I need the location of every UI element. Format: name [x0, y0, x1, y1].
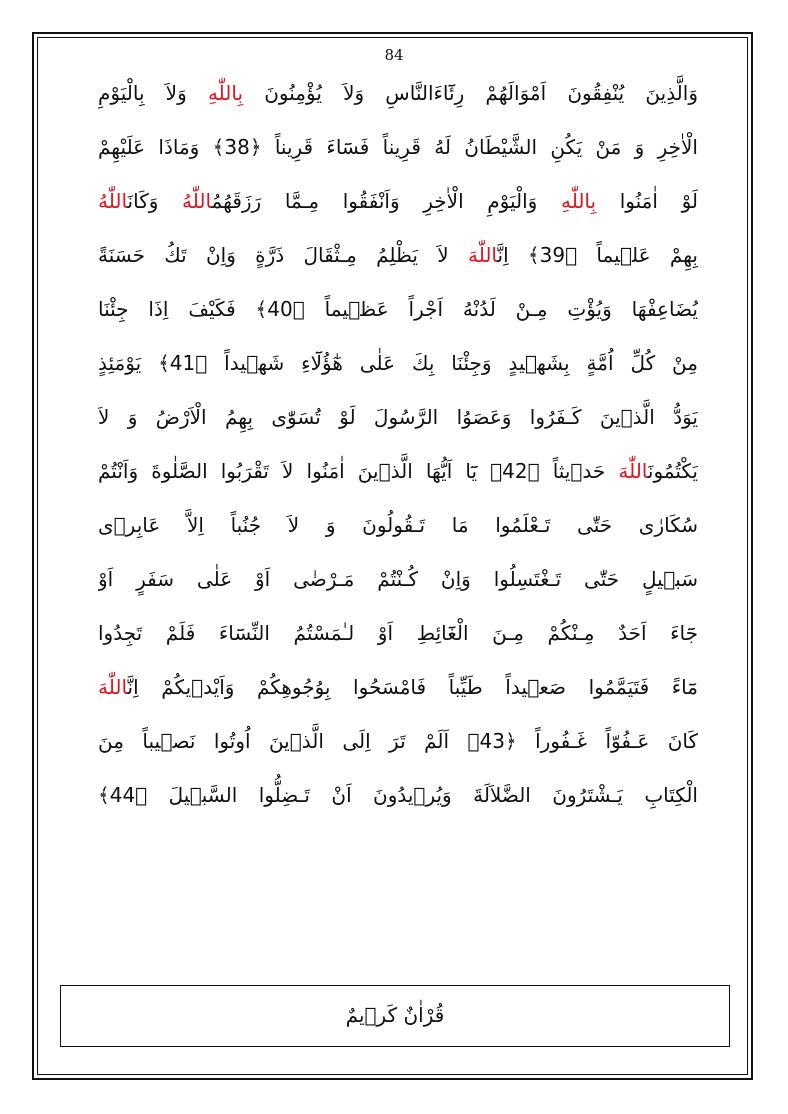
text-line — [98, 336, 698, 390]
verse-text: وَكَانَ — [127, 189, 183, 213]
footer-title: قُرْاٰنٌ كَرٖيمٌ — [345, 1003, 445, 1027]
divine-name: اللّٰهَ — [98, 675, 128, 699]
text-line — [98, 768, 698, 822]
verse-text: مَٓاءً فَتَيَمَّمُوا صَعٖيداً طَيِّباً فَامْسَحُوا بِوُجُوهِكُمْ وَاَيْدٖيكُمْ اِنَّ — [127, 675, 698, 699]
verse-text: يَوَدُّ الَّذٖينَ كَـفَرُوا وَعَصَوُا الرَّسُولَ لَوْ تُسَوّٰى بِهِمُ الْاَرْضُ وَ لاَ — [98, 405, 698, 429]
text-line — [98, 120, 698, 174]
text-line — [98, 714, 698, 768]
verse-text: يُضَاعِفْهَا وَيُؤْتِ مِـنْ لَدُنْهُ اَجْراً عَظٖيماً ﴿40﴾ فَكَيْفَ اِذَا جِئْنَا — [98, 297, 698, 321]
verse-text: سَبٖيلٍ حَتّٰى تَـغْتَسِلُوا وَاِنْ كُـنْتُمْ مَـرْضٰى اَوْ عَلٰى سَفَرٍ اَوْ — [98, 567, 698, 591]
verse-text: الْاٰخِرِ وَ مَنْ يَكُنِ الشَّيْطَانُ لَهُ قَرِيناً فَسَٓاءَ قَرِيناً ﴿38﴾ وَمَاذَا عَلَيْهِمْ — [98, 135, 698, 159]
verse-text: جَٓاءَ اَحَدٌ مِـنْكُمْ مِـنَ الْغَٓائِطِ اَوْ لـٰمَسْتُمُ النِّسَٓاءَ فَلَمْ تَجِدُوا — [98, 621, 698, 645]
divine-name: بِاللّٰهِ — [207, 81, 244, 105]
verse-text: لاَ يَظْلِمُ مِـثْقَالَ ذَرَّةٍ وَاِنْ تَكُ حَسَنَةً — [98, 243, 468, 267]
verse-text: سُكَارٰى حَتّٰى تَـعْلَمُوا مَا تَـقُولُونَ وَ لاَ جُنُباً اِلاَّ عَابِرٖى — [98, 513, 698, 537]
verse-text: حَدٖيثاً ﴿42﴾ يَٓا اَيُّهَا الَّذٖينَ اٰمَنُوا لاَ تَقْرَبُوا الصَّلٰوةَ وَاَنْتُمْ — [98, 459, 619, 483]
text-line — [98, 390, 698, 444]
verse-text: لَوْ اٰمَنُوا — [596, 189, 698, 213]
verse-text: وَالْيَوْمِ الْاٰخِرِ وَاَنْفَقُوا مِـمَّا رَزَقَهُمُ — [211, 189, 561, 213]
verse-text: وَلاَ بِالْيَوْمِ — [98, 81, 208, 105]
text-line — [98, 282, 698, 336]
text-line — [98, 498, 698, 552]
text-line — [98, 66, 698, 120]
divine-name: اللّٰهُ — [98, 189, 128, 213]
verse-text: مِنْ كُلِّ اُمَّةٍ بِشَهٖيدٍ وَجِئْنَا بِكَ عَلٰى هٰٓؤُلَٓاءِ شَهٖيداً ﴿41﴾ يَوْمَئِذٍ — [98, 351, 698, 375]
text-line — [98, 606, 698, 660]
page-number: 84 — [384, 46, 404, 64]
divine-name: اللّٰهَ — [618, 459, 648, 483]
footer-box — [60, 985, 730, 1047]
text-line — [98, 552, 698, 606]
text-line — [98, 660, 698, 714]
text-line — [98, 444, 698, 498]
verse-text: كَانَ عَـفُوّاً غَـفُوراً ﴿43﴾ اَلَمْ تَرَ اِلَى الَّذٖينَ اُوتُوا نَصٖيباً مِنَ — [98, 729, 698, 753]
quran-text-block — [98, 66, 698, 822]
verse-text: الْكِتَابِ يَـشْتَرُونَ الضَّلاَلَةَ وَيُرٖيدُونَ اَنْ تَـضِلُّوا السَّبٖيلَ ﴿44﴾ — [98, 783, 698, 807]
divine-name: بِاللّٰهِ — [560, 189, 597, 213]
verse-text: يَكْتُمُونَ — [647, 459, 698, 483]
text-line — [98, 174, 698, 228]
divine-name: اللّٰهَ — [467, 243, 498, 267]
divine-name: اللّٰهُ — [182, 189, 212, 213]
verse-text: وَالَّذِينَ يُنْفِقُونَ اَمْوَالَهُمْ رِئَٓاءَالنَّاسِ وَلاَ يُؤْمِنُونَ — [243, 81, 698, 105]
verse-text: بِهِمْ عَلٖيماً ﴿39﴾ اِنَّ — [497, 243, 698, 267]
text-line — [98, 228, 698, 282]
